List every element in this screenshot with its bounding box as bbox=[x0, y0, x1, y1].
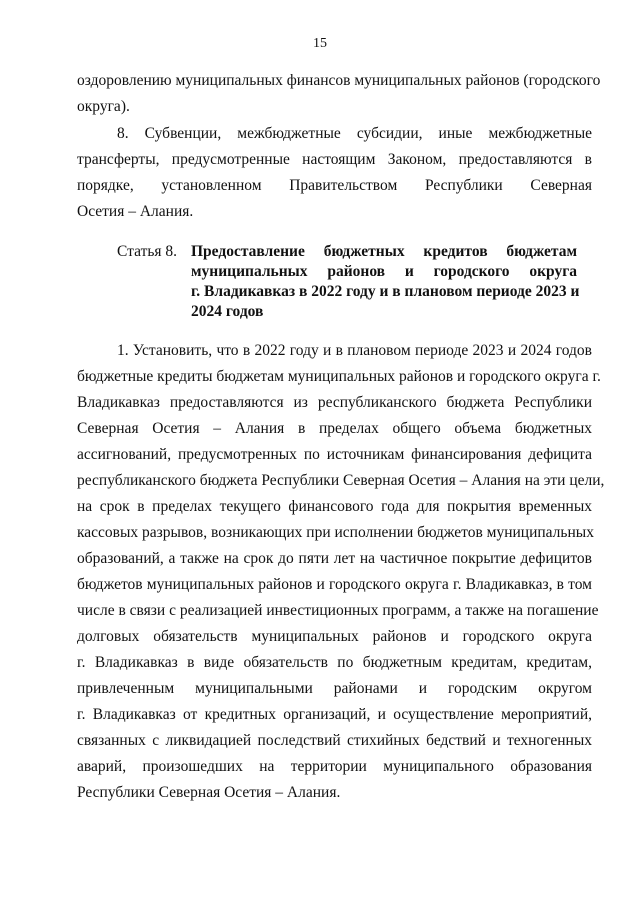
page-number: 15 bbox=[313, 36, 327, 51]
item1-line: привлеченным муниципальными районами и городским округом bbox=[77, 680, 592, 697]
article-title-line: Предоставление бюджетных кредитов бюджетам bbox=[191, 243, 577, 260]
item1-line: Северная Осетия – Алания в пределах общего объема бюджетных bbox=[77, 420, 592, 437]
item1-line: республиканского бюджета Республики Северная Осетия – Алания на эти цели, bbox=[77, 472, 605, 489]
item1-line: ассигнований, предусмотренных по источникам финансирования дефицита bbox=[77, 446, 592, 463]
item8-line: трансферты, предусмотренные настоящим Законом, предоставляются в bbox=[77, 151, 592, 168]
item1-line: образований, а также на срок до пяти лет на частичное покрытие дефицитов bbox=[77, 550, 592, 567]
item1-line: бюджетов муниципальных районов и городского округа г. Владикавказ, в том bbox=[77, 576, 592, 593]
item1-line: г. Владикавказ от кредитных организаций, и осуществление мероприятий, bbox=[77, 706, 592, 723]
item1-line: 1. Установить, что в 2022 году и в плановом периоде 2023 и 2024 годов bbox=[117, 342, 592, 359]
item1-line: числе в связи с реализацией инвестиционных программ, а также на погашение bbox=[77, 602, 599, 619]
item1-line: кассовых разрывов, возникающих при исполнении бюджетов муниципальных bbox=[77, 524, 594, 541]
article-title-line: г. Владикавказ в 2022 году и в плановом периоде 2023 и bbox=[191, 283, 580, 300]
item1-line: связанных с ликвидацией последствий стихийных бедствий и техногенных bbox=[77, 732, 592, 749]
item1-line: г. Владикавказ в виде обязательств по бюджетным кредитам, кредитам, bbox=[77, 654, 592, 671]
item1-line: Республики Северная Осетия – Алания. bbox=[77, 784, 341, 801]
item1-line: аварий, произошедших на территории муниципального образования bbox=[77, 758, 592, 775]
item1-line: бюджетные кредиты бюджетам муниципальных районов и городского округа г. bbox=[77, 368, 601, 385]
article-title-line: 2024 годов bbox=[191, 303, 264, 320]
intro-line: оздоровлению муниципальных финансов муниципальных районов (городского bbox=[77, 72, 601, 89]
item8-line: порядке, установленном Правительством Республики Северная bbox=[77, 177, 592, 194]
item1-line: на срок в пределах текущего финансового года для покрытия временных bbox=[77, 498, 592, 515]
item1-line: Владикавказ предоставляются из республиканского бюджета Республики bbox=[77, 394, 592, 411]
article-title-line: муниципальных районов и городского округа bbox=[191, 263, 577, 280]
item8-line: Осетия – Алания. bbox=[77, 203, 194, 220]
intro-line: округа). bbox=[77, 98, 130, 115]
item8-line: 8. Субвенции, межбюджетные субсидии, иные межбюджетные bbox=[117, 125, 592, 142]
item1-line: долговых обязательств муниципальных районов и городского округа bbox=[77, 628, 592, 645]
article-label: Статья 8. bbox=[117, 243, 178, 260]
